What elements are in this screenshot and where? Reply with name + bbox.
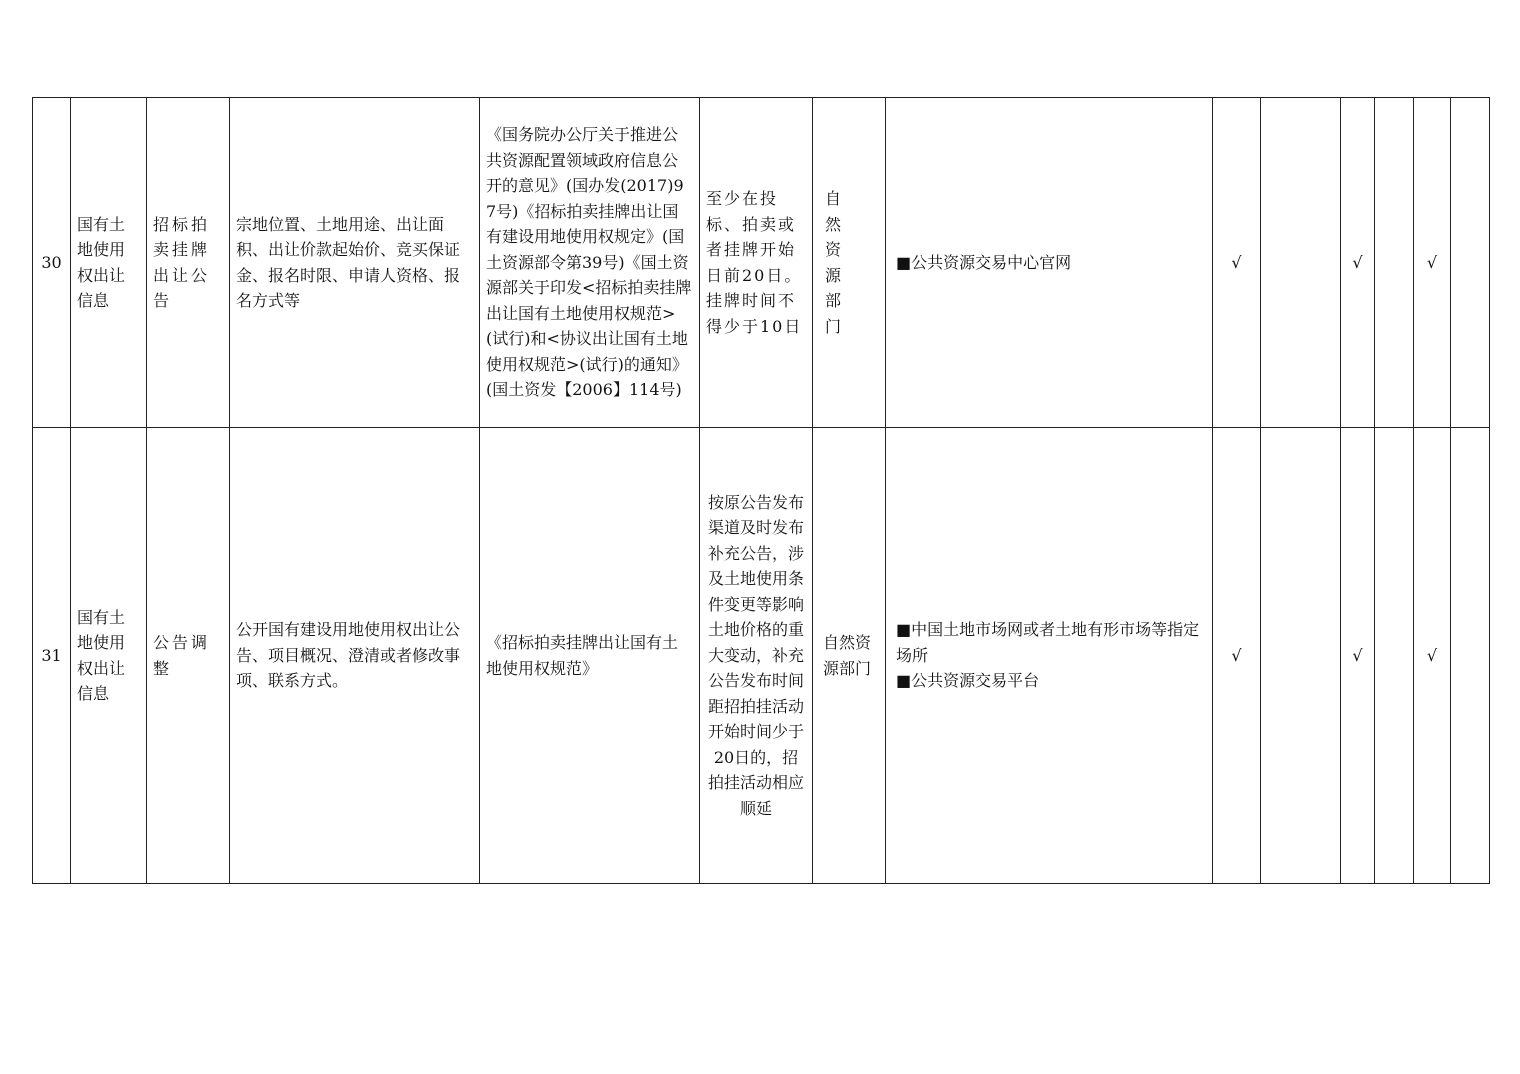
content-cell: 公开国有建设用地使用权出让公告、项目概况、澄清或者修改事项、联系方式。 — [230, 428, 480, 884]
check-mark: √ — [1341, 98, 1375, 428]
item-cell: 招标拍卖挂牌出让公告 — [147, 98, 230, 428]
channel-cell — [886, 428, 1213, 884]
content-cell: 宗地位置、土地用途、出让面积、出让价款起始价、竞买保证金、报名时限、申请人资格、报名方式等 — [230, 98, 480, 428]
check-mark — [1375, 98, 1414, 428]
department-cell: 自然资源部门 — [813, 428, 886, 884]
check-mark — [1451, 428, 1490, 884]
category-cell: 国有土地使用权出让信息 — [71, 428, 147, 884]
row-number: 31 — [33, 428, 71, 884]
department-cell: 自然资源部门 — [813, 98, 886, 428]
basis-cell: 《国务院办公厅关于推进公共资源配置领域政府信息公开的意见》(国办发(2017)97号)《招标拍卖挂牌出让国有建设用地使用权规定》(国土资源部令第39号)《国土资源部关于印发<招标拍卖挂牌出让国有土地使用权规范>(试行)和<协议出让国有土地使用权规范>(试行)的通知》(国土资发【2006】114号) — [480, 98, 700, 428]
check-mark: √ — [1213, 428, 1261, 884]
table-row — [33, 98, 1490, 428]
check-mark — [1451, 98, 1490, 428]
category-cell: 国有土地使用权出让信息 — [71, 98, 147, 428]
check-mark: √ — [1341, 428, 1375, 884]
check-mark: √ — [1414, 428, 1451, 884]
basis-cell: 《招标拍卖挂牌出让国有土地使用权规范》 — [480, 428, 700, 884]
check-mark: √ — [1213, 98, 1261, 428]
row-number: 30 — [33, 98, 71, 428]
channel-item: ■公共资源交易平台 — [896, 671, 1040, 691]
time-limit-cell: 按原公告发布渠道及时发布补充公告，涉及土地使用条件变更等影响土地价格的重大变动，补充公告发布时间距招拍挂活动开始时间少于20日的，招拍挂活动相应顺延 — [700, 428, 813, 884]
check-mark — [1375, 428, 1414, 884]
channel-cell — [886, 98, 1213, 428]
time-limit-cell: 至少在投标、拍卖或者挂牌开始日前20日。挂牌时间不得少于10日 — [700, 98, 813, 428]
disclosure-table — [32, 97, 1490, 884]
check-mark: √ — [1414, 98, 1451, 428]
channel-item: ■公共资源交易中心官网 — [896, 252, 1072, 272]
table-row — [33, 428, 1490, 884]
check-mark — [1261, 98, 1341, 428]
channel-item: ■中国土地市场网或者土地有形市场等指定场所 — [896, 620, 1200, 665]
item-cell: 公告调整 — [147, 428, 230, 884]
check-mark — [1261, 428, 1341, 884]
